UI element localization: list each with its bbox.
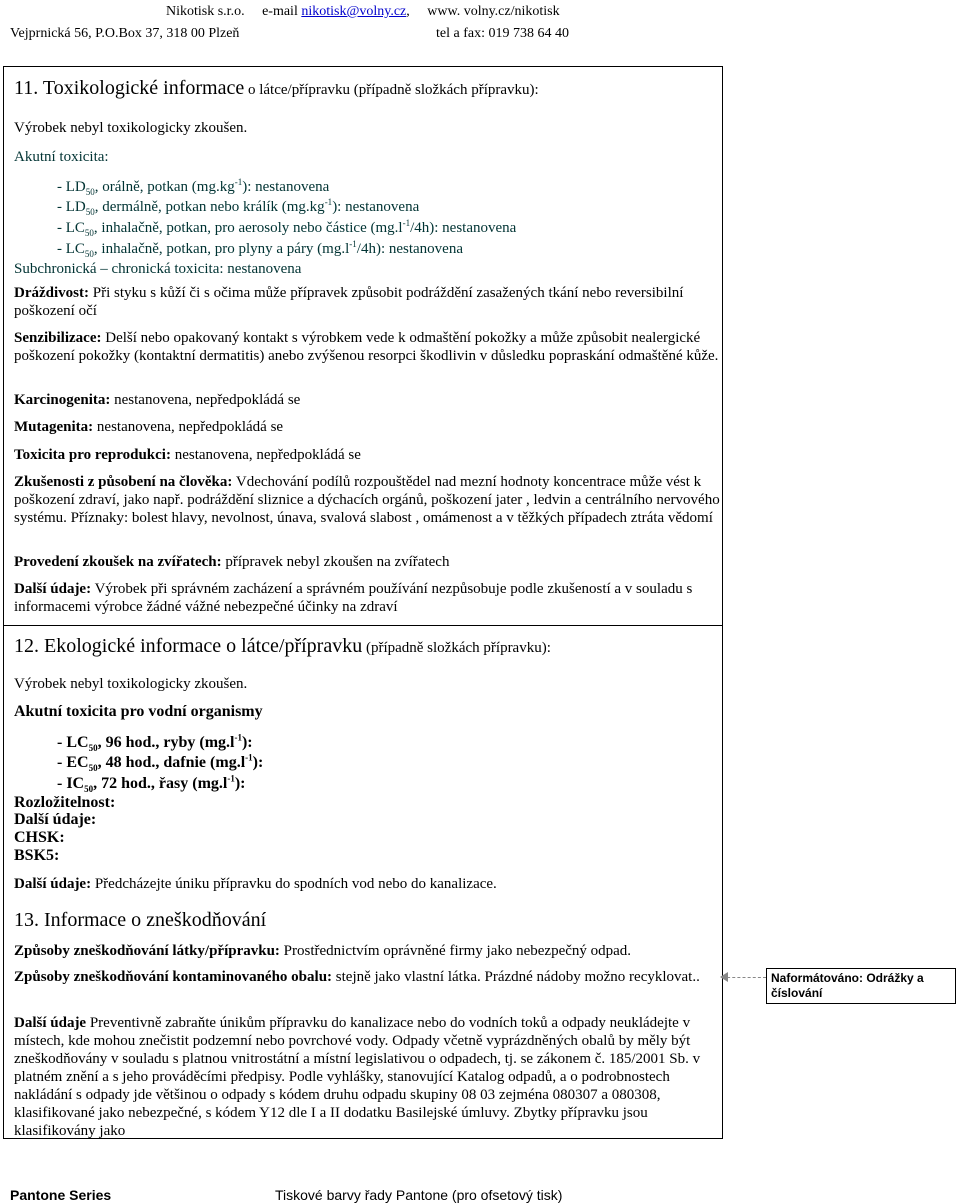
reproduction-row: Toxicita pro reprodukci: nestanovena, nepředpokládá se [14, 447, 361, 463]
bsk5-label: BSK5: [14, 847, 60, 864]
section-12-13-box [3, 624, 723, 1139]
s11-other-paragraph: Další údaje: Výrobek při správném zacházení a správném používání nezpůsobuje podle zkušeností a v souladu s informacemi výrobce žádné vážné nebezpečné účinky na zdraví [14, 581, 693, 615]
human-experience-paragraph: Zkušenosti z působení na člověka: Vdechování podílů rozpouštědel nad mezní hodnoty koncentrace může vést k poškození zdraví, jako např. podráždění sliznice a dýchacích orgánů, poškození jater , ledvin a centrálního nervového systému. Příznaky: bolest hlavy, nevolnost, únava, svalová slabost , omámenost a v těžkých případech ztráta vědomí [14, 474, 720, 526]
formatting-comment[interactable]: Naformátováno: Odrážky a číslování [766, 968, 956, 1004]
ec50-daphnia-row: - $EC_{50}$, 48 hod., dafnie $(mg.l^{-1})$: [57, 752, 264, 774]
s12-aquatic-heading: Akutní toxicita pro vodní organismy [14, 703, 263, 720]
chsk-label: CHSK: [14, 829, 65, 846]
ic50-algae-row: - $IC_{50}$, 72 hod., řasy $(mg.l^{-1})$: [57, 773, 246, 795]
degradability-label: Rozložitelnost: [14, 794, 116, 811]
s12-not-tested: Výrobek nebyl toxikologicky zkoušen. [14, 676, 248, 692]
footer-series: Pantone Series [10, 1187, 112, 1203]
company-address: Vejprnická 56, P.O.Box 37, 318 00 Plzeň [10, 26, 240, 41]
lc50-gas-row: - $LC_{50}$, inhalačně, potkan, pro plyny a páry $(mg.l^{-1}/4h)$: nestanovena [57, 239, 463, 259]
s12-other-label: Další údaje: [14, 811, 97, 828]
s11-not-tested: Výrobek nebyl toxikologicky zkoušen. [14, 120, 248, 136]
section-12-title: 12. Ekologické informace o látce/přípravku (případně složkách přípravku): [14, 635, 551, 657]
sensitization-paragraph: Senzibilizace: Delší nebo opakovaný kontakt s výrobkem vede k odmaštění pokožky a může způsobit nealergické poškození pokožky (kontaktní dermatitis) anebo zvýšenou resorpci škodlivin v důsledku popraskání odmaštěné kůže. [14, 330, 719, 364]
comment-connector [722, 977, 766, 978]
s11-acute-heading: Akutní toxicita: [14, 149, 109, 165]
section-11-box [3, 66, 723, 626]
section-11-title: 11. Toxikologické informace o látce/přípravku (případně složkách přípravku): [14, 77, 539, 99]
animal-tests-row: Provedení zkoušek na zvířatech: přípravek nebyl zkoušen na zvířatech [14, 554, 450, 570]
website: www. volny.cz/nikotisk [427, 4, 560, 19]
disposal-other-paragraph: Další údaje Preventivně zabraňte únikům přípravku do kanalizace nebo do vodních toků a odpady neukládejte v místech, kde mohou znečistit podzemní nebo povrchové vody. Odpady včetně vyprázdněných obalů by měly být zneškodňovány v souladu s platnou vnitrostátní a místní legislativou o odpadech, tj. se zákonem č. 185/2001 Sb. v platném znění a s jeho prováděcími předpisy. Podle vyhlášky, stanovující Katalog odpadů, a o podrobnostech nakládání s odpady jde většinou o odpady s kódem druhu odpadu skupiny 08 03 zejména 080307 a 080308, klasifikované jako nebezpečné, s kódem Y12 dle I a II dodatku Basilejské úmluvy. Zbytky přípravku jsou klasifikovány jako [14, 1015, 701, 1139]
ld50-oral-row: - $LD_{50}$, orálně, potkan $(mg.kg^{-1})$: nestanovena [57, 177, 330, 197]
header-line-1 [166, 4, 560, 20]
section-13-title: 13. Informace o zneškodňování [14, 909, 267, 931]
carcinogenicity-row: Karcinogenita: nestanovena, nepředpokládá se [14, 392, 301, 408]
lc50-fish-row: - $LC_{50}$, 96 hod., ryby $(mg.l^{-1})$: [57, 732, 253, 754]
email-label: e-mail [262, 4, 298, 19]
company-name: Nikotisk s.r.o. [166, 4, 245, 19]
email-separator: , [406, 4, 410, 19]
s12-note-row: Další údaje: Předcházejte úniku přípravku do spodních vod nebo do kanalizace. [14, 876, 497, 892]
irritation-paragraph: Dráždivost: Při styku s kůží či s očima může přípravek způsobit podráždění zasažených tkání nebo reversibilní poškození očí [14, 285, 684, 319]
company-phone: tel a fax: 019 738 64 40 [436, 26, 569, 41]
disposal-packaging-paragraph: Způsoby zneškodňování kontaminovaného obalu: stejně jako vlastní látka. Prázdné nádoby možno recyklovat.. [14, 969, 700, 985]
email-link[interactable]: nikotisk@volny.cz [301, 4, 407, 19]
header-line-2 [10, 26, 570, 42]
ld50-dermal-row: - $LD_{50}$, dermálně, potkan nebo králík $(mg.kg^{-1})$: nestanovena [57, 197, 420, 217]
lc50-aerosol-row: - $LC_{50}$, inhalačně, potkan, pro aerosoly nebo částice $(mg.l^{-1}/4h)$: nestanovena [57, 218, 517, 238]
subchronic-row: Subchronická – chronická toxicita: nestanovena [14, 261, 302, 277]
footer-description: Tiskové barvy řady Pantone (pro ofsetový tisk) [275, 1187, 563, 1203]
mutagenicity-row: Mutagenita: nestanovena, nepředpokládá se [14, 419, 284, 435]
disposal-substance-row: Způsoby zneškodňování látky/přípravku: Prostřednictvím oprávněné firmy jako nebezpečný odpad. [14, 943, 632, 959]
